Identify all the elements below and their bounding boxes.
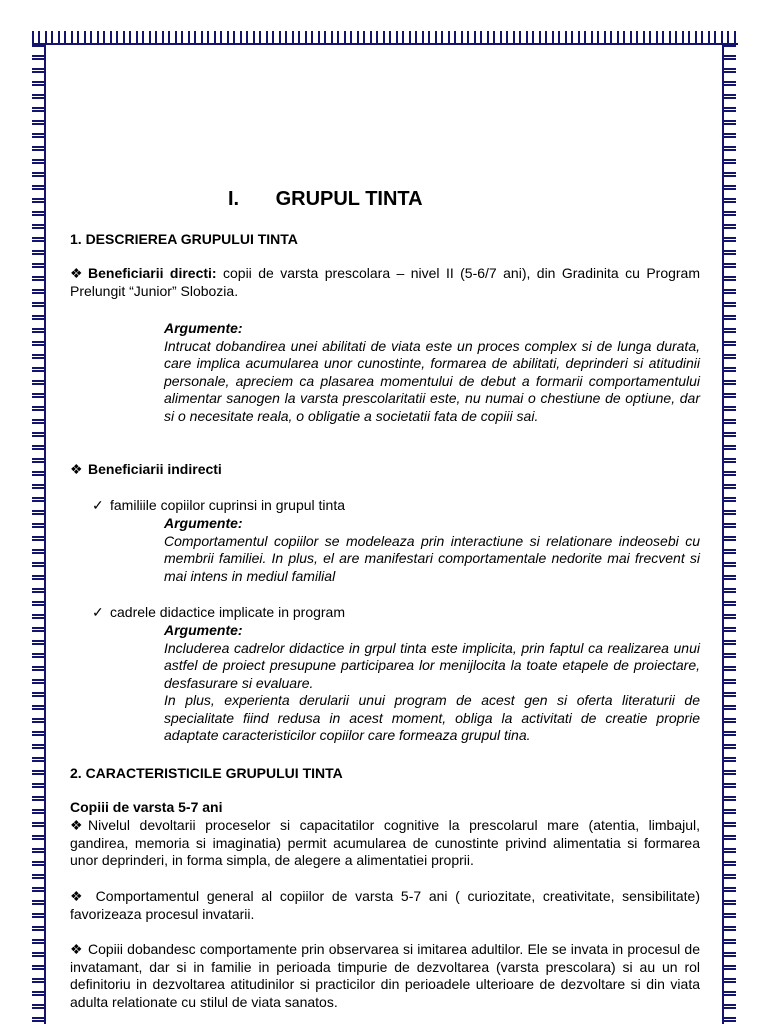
direct-beneficiaries-label: Beneficiarii directi:	[88, 265, 217, 281]
diamond-bullet-icon: ❖	[70, 817, 83, 833]
list-item	[70, 941, 700, 1011]
sub-item-families	[92, 497, 700, 515]
list-item-text: Nivelul devoltarii proceselor si capacitatilor cognitive la prescolarul mare (atentia, limbajul, gandirea, memoria si imaginatia) permit acumularea de cunostinte privind alimentatia si formarea unor deprinderi, in forma simpla, de alegere a alimentatiei proprii.	[70, 817, 700, 868]
check-icon: ✓	[92, 604, 104, 620]
sub-item-text: familiile copiilor cuprinsi in grupul tinta	[110, 497, 345, 513]
decorative-border-right	[722, 45, 736, 1024]
argument-block-2	[164, 515, 700, 585]
diamond-bullet-icon: ❖	[70, 941, 83, 957]
decorative-border-top	[32, 31, 738, 45]
title-text: GRUPUL TINTA	[275, 188, 423, 210]
diamond-bullet-icon: ❖	[70, 461, 83, 477]
sub-item-text: cadrele didactice implicate in program	[110, 604, 345, 620]
argument-label: Argumente:	[164, 622, 243, 638]
argument-text-continued: In plus, experienta derularii unui program de acest gen si oferta literaturii de specialitate fiind redusa in acest moment, obliga la activitati de creatie proprie adaptate caracteristicilor copiilor care formeaza grupul tina.	[164, 692, 700, 743]
argument-label: Argumente:	[164, 515, 243, 531]
title-number: I.	[228, 188, 240, 210]
diamond-bullet-icon: ❖	[70, 888, 83, 904]
argument-block-3	[164, 622, 700, 745]
sub-item-teachers	[92, 604, 700, 622]
argument-text: Comportamentul copiilor se modeleaza prin interactiune si relationare indeosebi cu membrii familiei. In plus, el are manifestari comportamentale nedorite mai frecvent si mai intens in mediul familial	[164, 532, 700, 584]
indirect-beneficiaries-label: Beneficiarii indirecti	[88, 461, 222, 477]
argument-label: Argumente:	[164, 320, 243, 336]
decorative-border-left	[32, 45, 46, 1024]
argument-text: Includerea cadrelor didactice in grpul tinta este implicita, prin faptul ca realizarea unui astfel de proiect presupune participarea lor menijlocita la toate etapele de proiectare, desfasurare si evaluare.	[164, 639, 700, 691]
bullet-direct-beneficiaries	[70, 265, 700, 300]
direct-beneficiaries-text: copii de varsta prescolara – nivel II (5-6/7 ani), din Gradinita cu Program Prelungit “Junior” Slobozia.	[70, 265, 700, 299]
list-item	[70, 817, 700, 870]
list-item-text: Copiii dobandesc comportamente prin observarea si imitarea adultilor. Ele se invata in procesul de invatamant, dar si in familie in perioada timpurie de dezvoltarea (varsta prescolara) si au un rol definitoriu in dezvoltarea atitudinilor si practicilor din perioadele ulterioare de dezvoltare si din viata adulta relationate cu stilul de viata sanatos.	[70, 941, 700, 1010]
argument-block-1	[164, 320, 700, 425]
section1-heading: 1. DESCRIEREA GRUPULUI TINTA	[70, 231, 298, 247]
list-item	[70, 888, 700, 923]
argument-text: Intrucat dobandirea unei abilitati de viata este un proces complex si de lunga durata, care implica acumularea unor cunostinte, formarea de abilitati, deprinderi si atitudinii personale, apreciem ca plasarea momentului de debut a formarii comportamentului alimentar sanogen la varsta prescolaritatii este, nu numai o chestiune de optiune, dar si o necesitate reala, o obligatie a societatii fata de copiii sai.	[164, 337, 700, 424]
diamond-bullet-icon: ❖	[70, 265, 83, 281]
page-title	[228, 188, 423, 211]
section2-heading: 2. CARACTERISTICILE GRUPULUI TINTA	[70, 765, 343, 781]
check-icon: ✓	[92, 497, 104, 513]
list-item-text: Comportamentul general al copiilor de varsta 5-7 ani ( curiozitate, creativitate, sensibilitate) favorizeaza procesul invatarii.	[70, 888, 700, 922]
bullet-indirect-beneficiaries	[70, 461, 700, 479]
section2-subheading: Copiii de varsta 5-7 ani	[70, 799, 223, 815]
